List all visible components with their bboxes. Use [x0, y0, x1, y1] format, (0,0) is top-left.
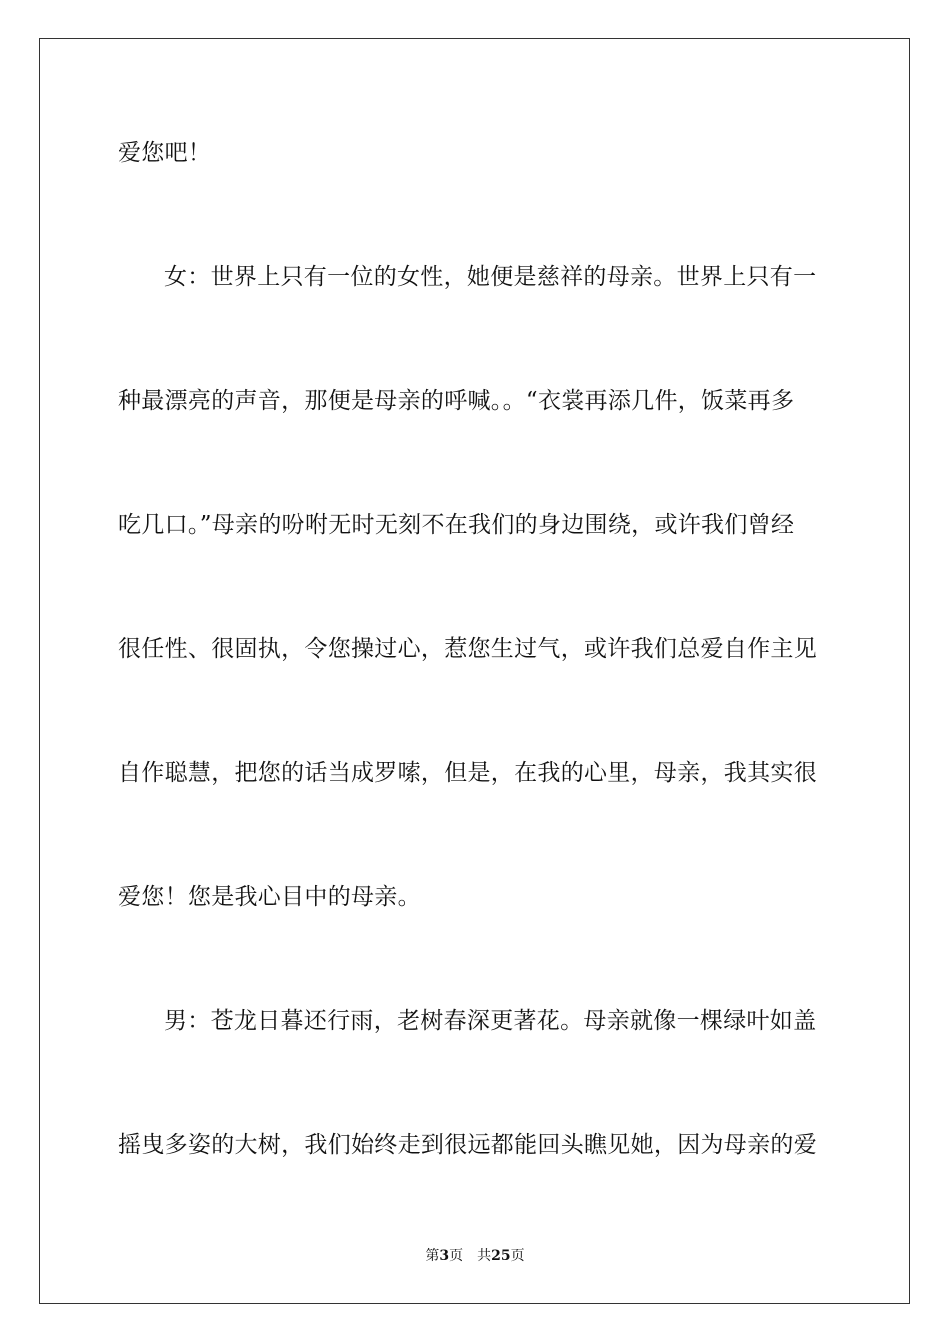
text-line-6: 自作聪慧，把您的话当成罗嗦，但是，在我的心里，母亲，我其实很: [118, 760, 817, 786]
page-prefix: 第: [425, 1248, 440, 1264]
total-suffix: 页: [510, 1248, 525, 1264]
total-pages: 25: [491, 1248, 511, 1264]
text-line-7: 爱您！您是我心目中的母亲。: [118, 884, 421, 910]
text-line-2: 女：世界上只有一位的女性，她便是慈祥的母亲。世界上只有一: [164, 264, 817, 290]
text-line-8: 男：苍龙日暮还行雨，老树春深更著花。母亲就像一棵绿叶如盖: [164, 1008, 817, 1034]
page-footer: [0, 1247, 950, 1265]
text-line-9: 摇曳多姿的大树，我们始终走到很远都能回头瞧见她，因为母亲的爱: [118, 1132, 817, 1158]
page-suffix: 页: [449, 1248, 464, 1264]
text-line-4: 吃几口。”母亲的吩咐无时无刻不在我们的身边围绕，或许我们曾经: [118, 512, 795, 538]
total-prefix: 共: [477, 1248, 492, 1264]
text-line-3: 种最漂亮的声音，那便是母亲的呼喊。。“衣裳再添几件，饭菜再多: [118, 388, 795, 414]
page-number: 3: [439, 1248, 450, 1264]
text-line-1: 爱您吧！: [118, 140, 212, 166]
page-border: [39, 38, 910, 1304]
text-line-5: 很任性、很固执，令您操过心，惹您生过气，或许我们总爱自作主见: [118, 636, 817, 662]
